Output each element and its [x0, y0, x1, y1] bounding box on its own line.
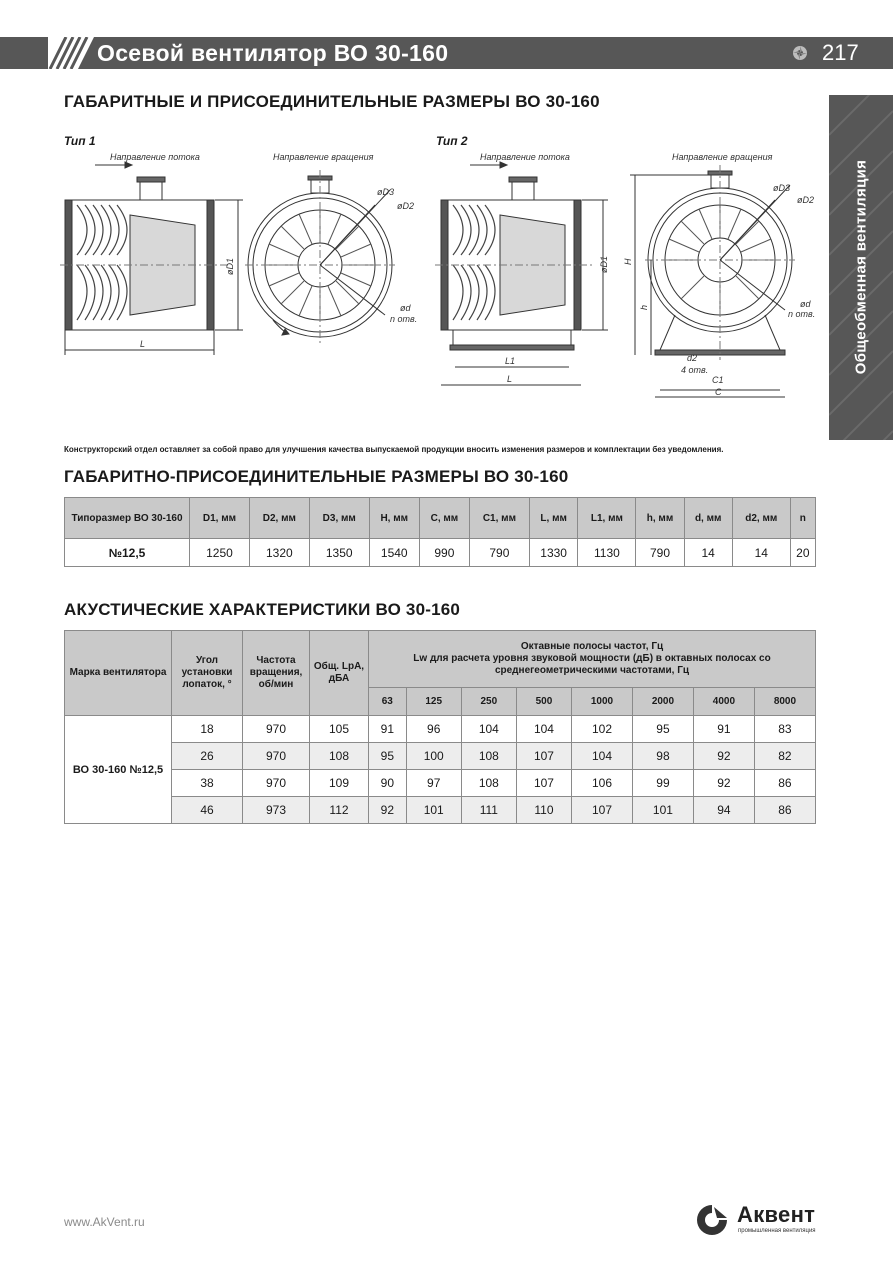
acoustic-header-row: [65, 631, 816, 688]
table-row: [65, 716, 816, 743]
band-cell: 500: [516, 688, 571, 716]
table-cell: 92: [693, 770, 754, 797]
fan-icon: [790, 43, 810, 63]
table-cell: 95: [369, 743, 407, 770]
header-stripes-decoration: [48, 37, 94, 69]
table-cell: 14: [732, 539, 790, 567]
table-cell: 107: [516, 743, 571, 770]
header-cell: d2, мм: [732, 498, 790, 539]
side-category-tab: [829, 95, 893, 440]
table-cell: 1250: [190, 539, 250, 567]
type2-front-view: [630, 165, 795, 397]
band-cell: 125: [406, 688, 461, 716]
table-cell: 102: [572, 716, 633, 743]
table-cell: 91: [693, 716, 754, 743]
dim-d-label-1: ød: [400, 303, 411, 313]
table-cell: 111: [461, 797, 516, 824]
dim-H-label: H: [623, 258, 633, 265]
table-cell: 1350: [309, 539, 369, 567]
dim-L1-label: L1: [505, 356, 516, 366]
table-cell: 1330: [529, 539, 578, 567]
logo-tagline: промышленная вентиляция: [738, 1228, 816, 1234]
dim-D3-label-2: øD3: [773, 183, 791, 193]
header-cell-model: Марка вентилятора: [65, 631, 172, 716]
flow-direction-label-1: Направление потока: [110, 152, 200, 162]
table-cell: 107: [572, 797, 633, 824]
dimensions-table: [64, 497, 816, 567]
dim-C1-label: C1: [712, 375, 724, 385]
type1-label: Тип 1: [64, 134, 96, 148]
table-cell: 101: [632, 797, 693, 824]
section-title-acoustic: АКУСТИЧЕСКИЕ ХАРАКТЕРИСТИКИ ВО 30-160: [64, 600, 461, 619]
dim-D1-label-2: øD1: [599, 255, 609, 273]
header-cell-angle: Угол установки лопаток, °: [172, 631, 243, 716]
side-tab-label: Общеобменная вентиляция: [852, 159, 870, 375]
header-cell: Типоразмер ВО 30-160: [65, 498, 190, 539]
header-cell: C1, мм: [469, 498, 529, 539]
table-cell: 970: [243, 716, 310, 743]
table-cell: 104: [516, 716, 571, 743]
table-cell: 92: [693, 743, 754, 770]
table-cell: 790: [636, 539, 684, 567]
dim-h-label: h: [639, 304, 649, 310]
section-title-dimensions: ГАБАРИТНО-ПРИСОЕДИНИТЕЛЬНЫЕ РАЗМЕРЫ ВО 30-160: [64, 467, 569, 486]
acoustic-table: [64, 630, 816, 824]
table-cell: 82: [754, 743, 815, 770]
rotation-direction-label-1: Направление вращения: [273, 152, 374, 162]
header-cell: L1, мм: [578, 498, 636, 539]
table-row: [65, 539, 816, 567]
dim-L-label-2: L: [507, 374, 513, 384]
dim-L-label-1: L: [140, 339, 146, 349]
header-cell: h, мм: [636, 498, 684, 539]
table-cell: 90: [369, 770, 407, 797]
model-cell: ВО 30-160 №12,5: [65, 716, 172, 824]
table-cell: 108: [461, 743, 516, 770]
technical-drawing: [55, 145, 825, 400]
table-cell: 91: [369, 716, 407, 743]
table-cell: 46: [172, 797, 243, 824]
type2-side-view: [435, 162, 608, 385]
dim-D2-label-1: øD2: [397, 201, 415, 211]
table-row: [65, 743, 816, 770]
flow-direction-label-2: Направление потока: [480, 152, 570, 162]
dim-d-label-2: ød: [800, 299, 811, 309]
dimensions-header-row: [65, 498, 816, 539]
table-cell: 105: [310, 716, 369, 743]
page-number: 217: [822, 40, 859, 65]
n-holes-label-2: n отв.: [788, 309, 816, 319]
bands-title: Октавные полосы частот, Гц: [520, 641, 664, 652]
table-cell: 104: [572, 743, 633, 770]
dim-C-label: C: [715, 387, 722, 397]
table-cell: 109: [310, 770, 369, 797]
type1-front-view: [245, 170, 395, 345]
band-cell: 8000: [754, 688, 815, 716]
header-cell: L, мм: [529, 498, 578, 539]
table-cell: 86: [754, 797, 815, 824]
header-cell: n: [790, 498, 815, 539]
table-cell: 106: [572, 770, 633, 797]
table-cell: 107: [516, 770, 571, 797]
band-cell: 1000: [572, 688, 633, 716]
band-cell: 250: [461, 688, 516, 716]
section-title-drawing: ГАБАРИТНЫЕ И ПРИСОЕДИНИТЕЛЬНЫЕ РАЗМЕРЫ ВО 30-160: [64, 92, 600, 111]
header-cell: H, мм: [369, 498, 419, 539]
band-cell: 63: [369, 688, 407, 716]
bands-subtitle: Lw для расчета уровня звуковой мощности (дБ) в октавных полосах со среднегеометрическими частотами, Гц: [413, 653, 771, 676]
table-cell: 1320: [249, 539, 309, 567]
table-cell: 96: [406, 716, 461, 743]
rotation-direction-label-2: Направление вращения: [672, 152, 773, 162]
table-cell: 18: [172, 716, 243, 743]
table-cell: 973: [243, 797, 310, 824]
header-cell-bands: [369, 631, 816, 688]
header-cell: C, мм: [419, 498, 469, 539]
disclaimer-note: Конструкторский отдел оставляет за собой право для улучшения качества выпускаемой продукции вносить изменения размеров и комплектации без уведомления.: [64, 445, 724, 454]
n-holes-label-1: n отв.: [390, 314, 418, 324]
type1-side-view: [60, 162, 243, 355]
table-cell: 790: [469, 539, 529, 567]
table-cell: 104: [461, 716, 516, 743]
table-cell: 97: [406, 770, 461, 797]
table-cell: 98: [632, 743, 693, 770]
logo-wordmark: Аквент: [737, 1202, 816, 1227]
header-cell: D2, мм: [249, 498, 309, 539]
model-cell: №12,5: [65, 539, 190, 567]
header-cell: d, мм: [684, 498, 732, 539]
table-cell: 108: [310, 743, 369, 770]
type2-label: Тип 2: [436, 134, 468, 148]
table-cell: 108: [461, 770, 516, 797]
table-cell: 95: [632, 716, 693, 743]
table-cell: 86: [754, 770, 815, 797]
table-row: [65, 770, 816, 797]
table-cell: 14: [684, 539, 732, 567]
table-cell: 1130: [578, 539, 636, 567]
table-cell: 26: [172, 743, 243, 770]
table-cell: 970: [243, 770, 310, 797]
header-cell: D3, мм: [309, 498, 369, 539]
header-cell: D1, мм: [190, 498, 250, 539]
table-row: [65, 797, 816, 824]
four-holes-label: 4 отв.: [681, 365, 709, 375]
table-cell: 990: [419, 539, 469, 567]
table-cell: 100: [406, 743, 461, 770]
table-cell: 92: [369, 797, 407, 824]
dim-D3-label-1: øD3: [377, 187, 395, 197]
table-cell: 970: [243, 743, 310, 770]
page-title: Осевой вентилятор ВО 30-160: [97, 40, 449, 66]
table-cell: 20: [790, 539, 815, 567]
table-cell: 99: [632, 770, 693, 797]
band-cell: 4000: [693, 688, 754, 716]
akvent-logo-icon: [693, 1203, 731, 1237]
table-cell: 83: [754, 716, 815, 743]
table-cell: 112: [310, 797, 369, 824]
table-cell: 1540: [369, 539, 419, 567]
dim-D1-label-1: øD1: [225, 257, 235, 275]
band-cell: 2000: [632, 688, 693, 716]
table-cell: 110: [516, 797, 571, 824]
header-cell-speed: Частота вращения, об/мин: [243, 631, 310, 716]
table-cell: 94: [693, 797, 754, 824]
dim-d2-label: d2: [687, 353, 698, 363]
dim-D2-label-2: øD2: [797, 195, 815, 205]
website-link[interactable]: www.AkVent.ru: [64, 1215, 145, 1229]
header-cell-total: Общ. LpA, дБА: [310, 631, 369, 716]
table-cell: 101: [406, 797, 461, 824]
table-cell: 38: [172, 770, 243, 797]
